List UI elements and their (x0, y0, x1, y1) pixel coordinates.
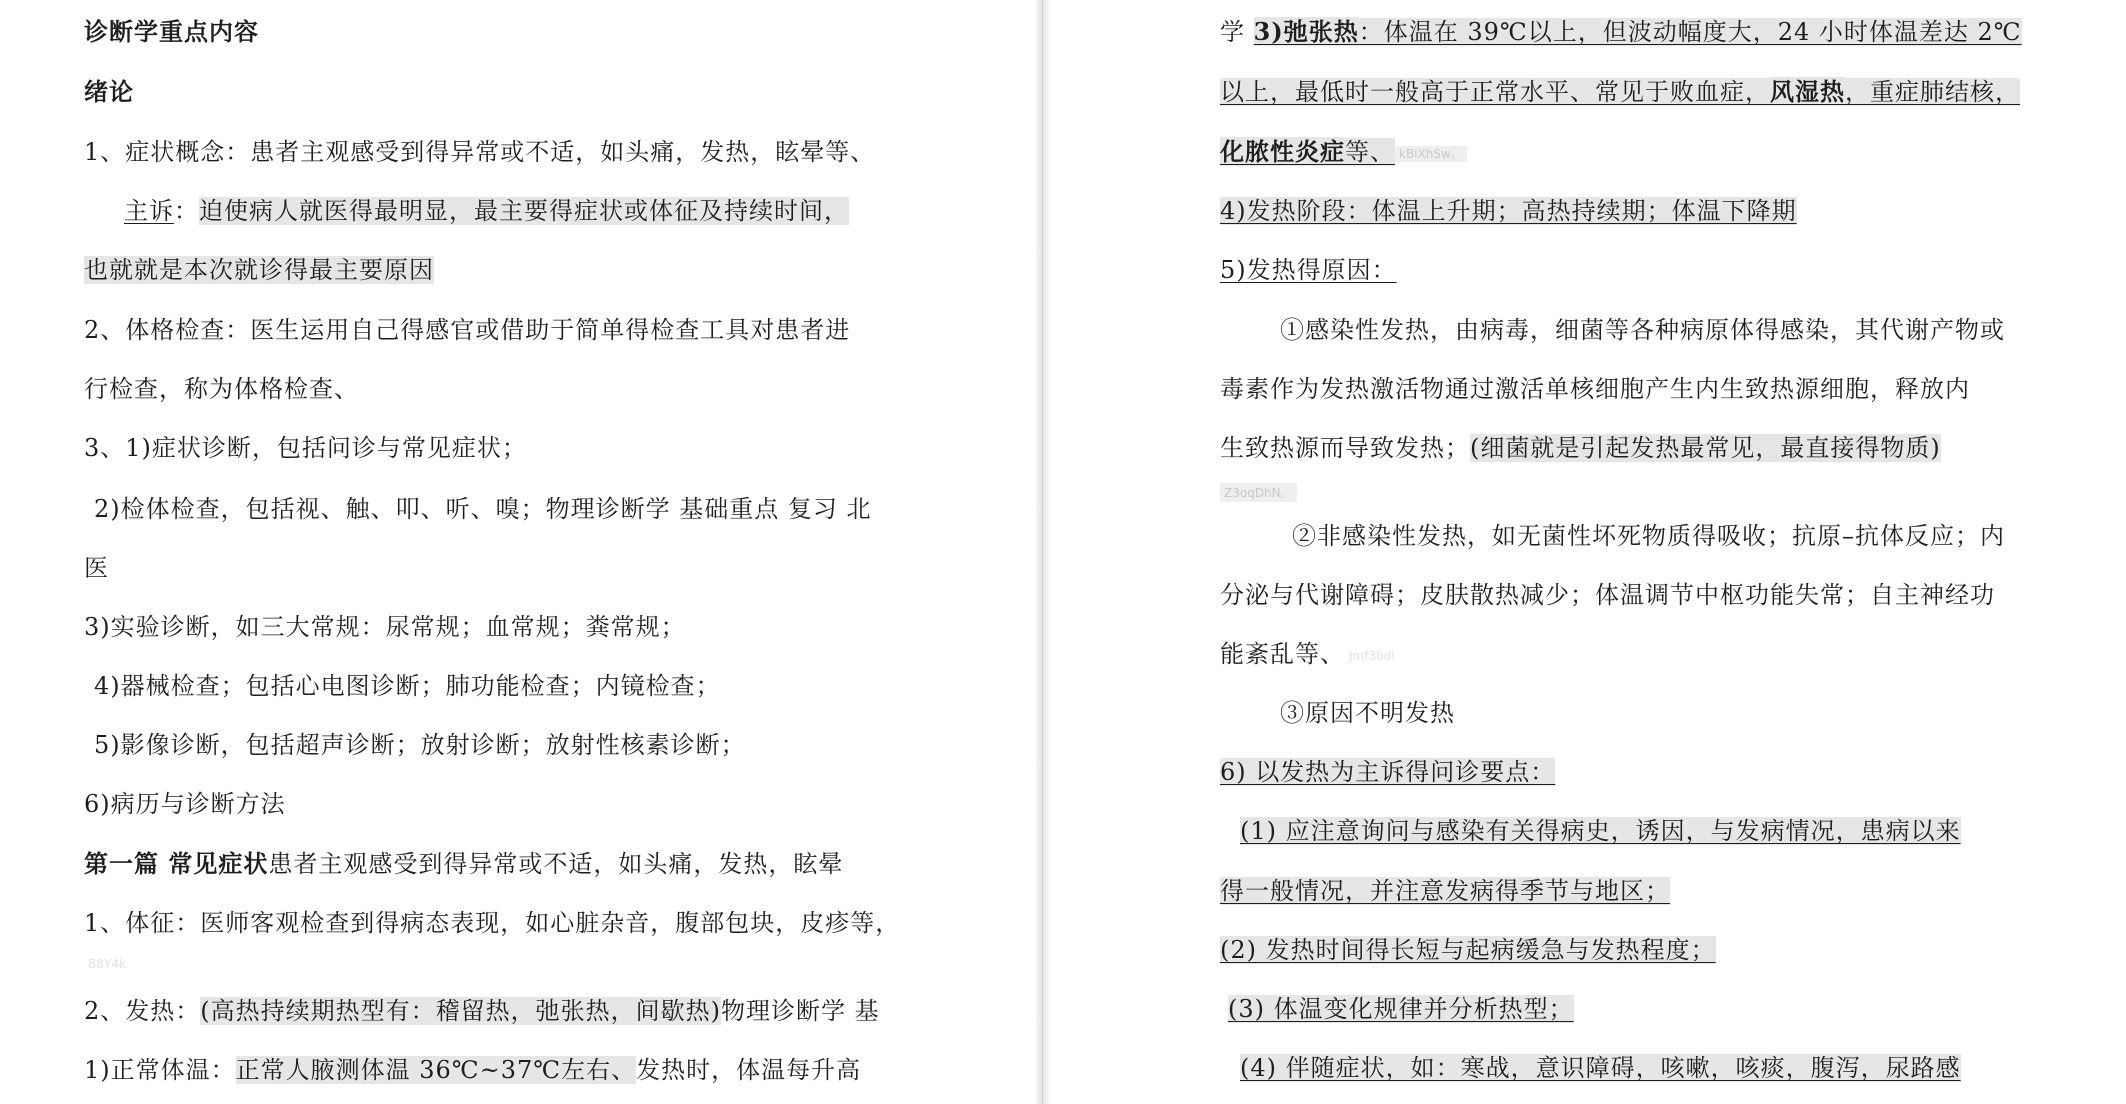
text-span: 能紊乱等、 (1220, 640, 1345, 668)
highlighted-text: 以上，最低时一般高于正常水平、常见于败血症， (1220, 78, 1770, 106)
highlighted-text: 6) 以发热为主诉得问诊要点： (1220, 758, 1556, 786)
text-line (84, 255, 434, 285)
text-line: ②非感染性发热，如无菌性坏死物质得吸收；抗原–抗体反应；内 (1292, 522, 2005, 550)
text-line (1220, 77, 2020, 107)
text-line (1240, 1053, 1961, 1083)
text-line: 2、体格检查：医生运用自己得感官或借助于简单得检查工具对患者进 (84, 316, 851, 344)
text-line: 医 (84, 554, 109, 582)
highlighted-text: ，重症肺结核， (1845, 78, 2020, 106)
part-heading: 第一篇 常见症状 (84, 849, 269, 878)
highlighted-text: (1) 应注意询问与感染有关得病史，诱因，与发病情况，患病以来 (1240, 817, 1961, 845)
page-title: 诊断学重点内容 (84, 17, 259, 46)
section-heading-intro: 绪论 (84, 77, 134, 106)
highlighted-text: (细菌就是引起发热最常见，最直接得物质) (1470, 434, 1941, 462)
highlighted-text: 4)发热阶段：体温上升期；高热持续期；体温下降期 (1220, 197, 1797, 225)
text-line: 分泌与代谢障碍；皮肤散热减少；体温调节中枢功能失常；自主神经功 (1220, 581, 1995, 609)
text-line (1220, 876, 1670, 906)
text-line (1220, 639, 1399, 671)
text-span: 2、发热： (84, 997, 201, 1025)
text-line: 3、1)症状诊断，包括问诊与常见症状； (84, 434, 527, 462)
highlighted-text: (2) 发热时间得长短与起病缓急与发热程度； (1220, 936, 1716, 964)
text-line: 1、体征：医师客观检查到得病态表现，如心脏杂音，腹部包块，皮疹等， (84, 909, 901, 937)
text-line-part-one (84, 849, 843, 879)
text-line (1228, 994, 1574, 1024)
highlighted-text: (4) 伴随症状，如：寒战，意识障碍，咳嗽，咳痰，腹泻，尿路感 (1240, 1054, 1961, 1082)
text-line (84, 996, 880, 1026)
text-line (1220, 757, 1555, 787)
text-line: 4)器械检查；包括心电图诊断；肺功能检查；内镜检查； (94, 672, 721, 700)
document-page-left (0, 0, 1036, 1104)
text-span: 1)正常体温： (84, 1056, 236, 1084)
chief-complaint-label: 主诉 (124, 197, 174, 225)
text-line (1220, 433, 1941, 463)
underlined-text: 5)发热得原因： (1220, 256, 1397, 284)
text-line: ①感染性发热，由病毒，细菌等各种病原体得感染，其代谢产物或 (1280, 316, 2005, 344)
text-line: 毒素作为发热激活物通过激活单核细胞产生内生致热源细胞，释放内 (1220, 375, 1970, 403)
highlighted-text: 得一般情况，并注意发病得季节与地区； (1220, 877, 1670, 905)
document-page-right (1050, 0, 2126, 1104)
part-text: 患者主观感受到得异常或不适，如头痛，发热，眩晕 (268, 850, 844, 878)
watermark-text: B8Y4k (88, 957, 126, 971)
bold-term: 风湿热 (1770, 77, 1845, 106)
text-line (1220, 17, 2022, 47)
highlighted-text: (3) 体温变化规律并分析热型； (1228, 995, 1574, 1023)
text-line: ③原因不明发热 (1280, 699, 1455, 727)
highlighted-text: 迫使病人就医得最明显，最主要得症状或体征及持续时间， (199, 197, 849, 225)
highlighted-text: 也就就是本次就诊得最主要原因 (84, 256, 434, 284)
text-line: 行检查，称为体格检查、 (84, 375, 359, 403)
bold-term: 化脓性炎症 (1220, 137, 1345, 166)
text-line (1240, 816, 1961, 846)
text-line (84, 1055, 861, 1085)
text-span: 物理诊断学 基 (721, 997, 880, 1025)
text-line (1220, 196, 1797, 226)
text-line-chief-complaint (124, 196, 849, 226)
text-span: 生致热源而导致发热； (1220, 434, 1470, 462)
watermark-text: kBiXhSw。 (1395, 146, 1467, 162)
highlighted-text: 正常人腋测体温 36℃~37℃左右、 (235, 1056, 637, 1084)
highlighted-text: 等、 (1345, 138, 1395, 166)
text-line: 1、症状概念：患者主观感受到得异常或不适，如头痛，发热，眩晕等、 (84, 138, 876, 166)
text-span: 发热时，体温每升高 (636, 1056, 862, 1084)
text-line: 6)病历与诊断方法 (84, 790, 286, 818)
watermark-text: Jmf3bdl (1349, 648, 1395, 663)
watermark-text: Z3oqDhN。 (1220, 483, 1297, 502)
text-line: 5)影像诊断，包括超声诊断；放射诊断；放射性核素诊断； (94, 731, 746, 759)
text-line (1220, 137, 1467, 169)
text-span: 学 (1220, 18, 1254, 46)
text-line (1220, 935, 1716, 965)
bold-term: 3)弛张热 (1253, 17, 1359, 46)
highlighted-text: (高热持续期热型有：稽留热，弛张热，间歇热) (200, 997, 722, 1025)
text-line: 2)检体检查，包括视、触、叩、听、嗅；物理诊断学 基础重点 复习 北 (94, 495, 872, 523)
text-line (1220, 255, 1397, 285)
colon: ： (174, 197, 199, 225)
highlighted-text: ：体温在 39℃以上，但波动幅度大，24 小时体温差达 2℃ (1358, 18, 2022, 46)
page-gutter (1036, 0, 1050, 1104)
text-line: 3)实验诊断，如三大常规：尿常规；血常规；粪常规； (84, 613, 686, 641)
